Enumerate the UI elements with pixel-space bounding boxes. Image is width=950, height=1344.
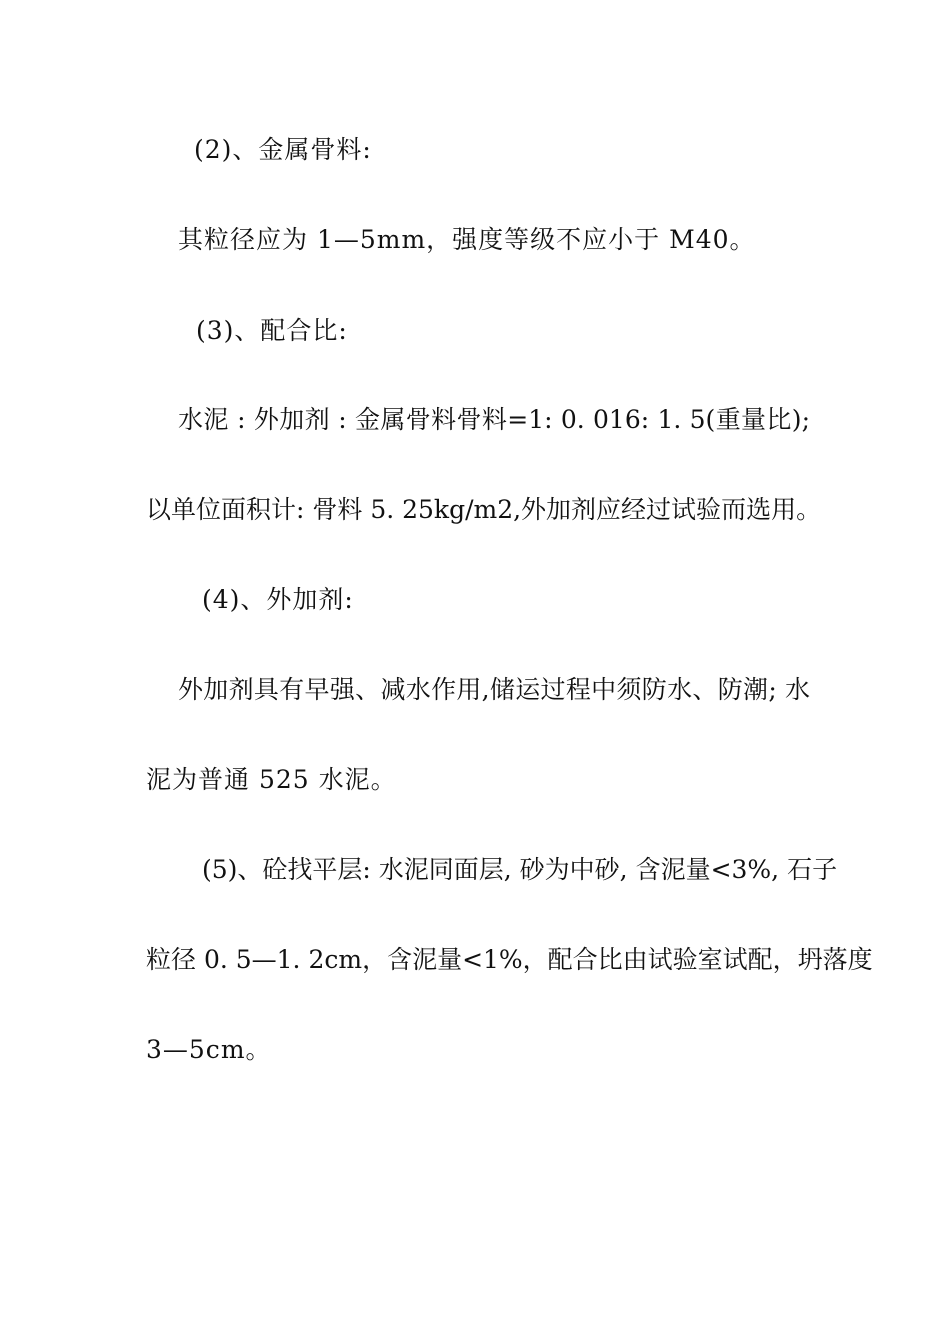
paragraph-leveling-line1: (5)、砼找平层: 水泥同面层, 砂为中砂, 含泥量<3%, 石子 xyxy=(202,855,838,884)
paragraph-admixture-line1: 外加剂具有早强、减水作用,储运过程中须防水、防潮; 水 xyxy=(178,675,810,704)
paragraph-leveling-line3: 3—5cm。 xyxy=(146,1035,272,1064)
heading-mix-ratio: (3)、配合比: xyxy=(196,316,348,345)
heading-admixture: (4)、外加剂: xyxy=(202,585,354,614)
paragraph-admixture-line2: 泥为普通 525 水泥。 xyxy=(146,765,397,794)
paragraph-leveling-line2: 粒径 0. 5—1. 2cm，含泥量<1%，配合比由试验室试配，坍落度 xyxy=(146,945,873,974)
paragraph-particle-size: 其粒径应为 1—5mm，强度等级不应小于 M40。 xyxy=(178,225,756,254)
paragraph-mix-ratio: 水泥 : 外加剂 : 金属骨料骨料=1: 0. 016: 1. 5(重量比); xyxy=(178,405,810,434)
heading-metal-aggregate: (2)、金属骨料: xyxy=(194,135,372,164)
paragraph-unit-area: 以单位面积计: 骨料 5. 25kg/m2,外加剂应经过试验而选用。 xyxy=(146,495,822,524)
